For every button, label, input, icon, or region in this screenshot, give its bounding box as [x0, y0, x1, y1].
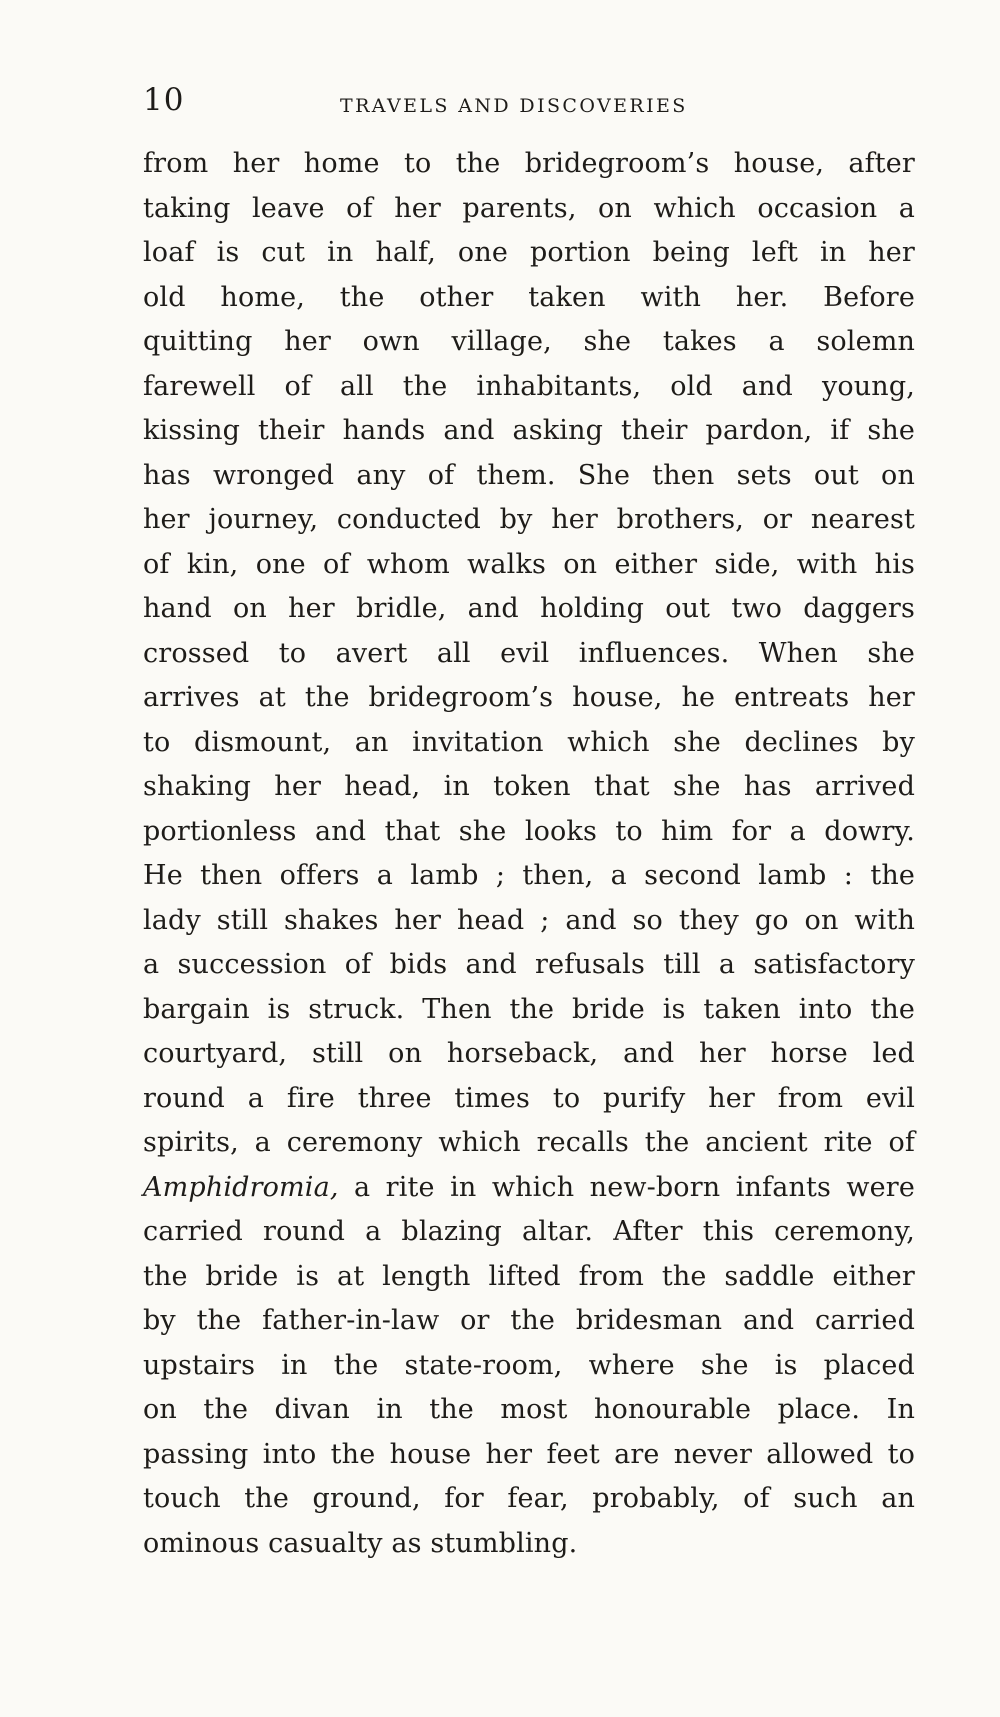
text-line: by the father-in-law or the bridesman and carried [143, 1305, 915, 1336]
text-line: He then offers a lamb ; then, a second lamb : the [143, 860, 915, 891]
page-number: 10 [143, 82, 185, 118]
text-line: old home, the other taken with her. Before [143, 281, 915, 313]
text-line: shaking her head, in token that she has arrived [143, 771, 915, 802]
text-line: to dismount, an invitation which she declines by [143, 726, 915, 758]
text-line: carried round a blazing altar. After this ceremony, [143, 1216, 915, 1247]
text-line: bargain is struck. Then the bride is taken into the [143, 993, 915, 1025]
text-line: touch the ground, for fear, probably, of such an [143, 1483, 915, 1514]
running-title: TRAVELS AND DISCOVERIES [340, 95, 688, 117]
text-line: of kin, one of whom walks on either side, with his [143, 548, 915, 580]
text-line: lady still shakes her head ; and so they go on with [143, 904, 915, 936]
text-line: ominous casualty as stumbling. [143, 1527, 578, 1559]
body-text [143, 142, 915, 1566]
text-line: kissing their hands and asking their pardon, if she [143, 415, 915, 446]
text-line: round a fire three times to purify her from evil [143, 1082, 915, 1114]
text-line: courtyard, still on horseback, and her horse led [143, 1038, 915, 1069]
italic-term: Amphidromia, [143, 1171, 339, 1203]
text-line [143, 1166, 915, 1211]
text-line: has wronged any of them. She then sets out on [143, 459, 915, 491]
text-line: passing into the house her feet are never allowed to [143, 1438, 915, 1470]
text-line-rest: a rite in which new-born infants were [338, 1171, 915, 1203]
text-line: a succession of bids and refusals till a satisfactory [143, 949, 915, 980]
text-line: quitting her own village, she takes a solemn [143, 326, 915, 357]
text-line: hand on her bridle, and holding out two daggers [143, 593, 915, 624]
text-line: upstairs in the state-room, where she is placed [143, 1349, 915, 1381]
text-line: her journey, conducted by her brothers, or nearest [143, 504, 915, 535]
text-line: loaf is cut in half, one portion being left in her [143, 237, 915, 268]
text-line: farewell of all the inhabitants, old and young, [143, 370, 915, 402]
text-line: the bride is at length lifted from the saddle either [143, 1260, 915, 1292]
text-line: spirits, a ceremony which recalls the ancient rite of [143, 1127, 915, 1158]
text-line: on the divan in the most honourable place. In [143, 1394, 915, 1425]
text-line: from her home to the bridegroom’s house, after [143, 148, 915, 179]
text-line: crossed to avert all evil influences. When she [143, 637, 915, 669]
text-line: taking leave of her parents, on which occasion a [143, 192, 915, 224]
text-line: arrives at the bridegroom’s house, he entreats her [143, 682, 915, 713]
text-line: portionless and that she looks to him for a dowry. [143, 815, 915, 847]
